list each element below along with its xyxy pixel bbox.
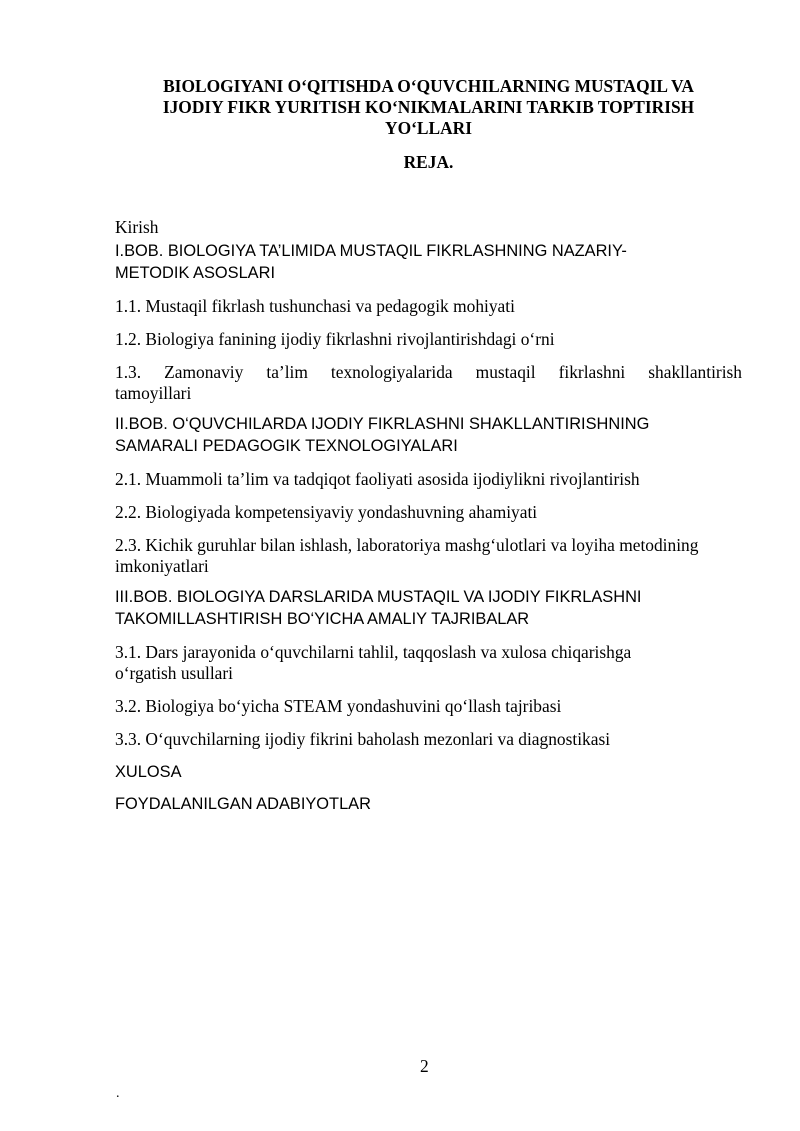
toc-chapter-2-title-line-1: II.BOB. O‘QUVCHILARDA IJODIY FIKRLASHNI SHAKLLANTIRISHNING (115, 415, 650, 433)
toc-section-1-3-line-2: tamoyillari (115, 383, 192, 403)
toc-section-2-2: 2.2. Biologiyada kompetensiyaviy yondashuvning ahamiyati (115, 502, 538, 522)
title-line-1: BIOLOGIYANI O‘QITISHDA O‘QUVCHILARNING MUSTAQIL VA (163, 76, 694, 96)
title-line-3: YO‘LLARI (385, 118, 472, 138)
toc-section-2-3-line-2: imkoniyatlari (115, 556, 209, 576)
footer-mark: . (116, 1086, 120, 1101)
toc-chapter-2-title-line-2: SAMARALI PEDAGOGIK TEXNOLOGIYALARI (115, 437, 458, 455)
toc-section-3-2: 3.2. Biologiya bo‘yicha STEAM yondashuvini qo‘llash tajribasi (115, 696, 562, 716)
toc-section-1-1: 1.1. Mustaqil fikrlash tushunchasi va pedagogik mohiyati (115, 296, 515, 316)
toc-section-1-3-line-1: 1.3. Zamonaviy ta’lim texnologiyalarida mustaqil fikrlashni shakllantirish (115, 362, 742, 382)
plan-heading: REJA. (403, 152, 454, 172)
document-title (115, 76, 742, 139)
toc-intro: Kirish (115, 217, 159, 237)
toc-chapter-3-title-line-1: III.BOB. BIOLOGIYA DARSLARIDA MUSTAQIL VA IJODIY FIKRLASHNI (115, 588, 642, 606)
toc-section-1-2: 1.2. Biologiya fanining ijodiy fikrlashni rivojlantirishdagi o‘rni (115, 329, 555, 349)
toc-conclusion: XULOSA (115, 763, 182, 781)
toc-section-3-3: 3.3. O‘quvchilarning ijodiy fikrini baholash mezonlari va diagnostikasi (115, 729, 611, 749)
toc-chapter-1-title-line-2: METODIK ASOSLARI (115, 264, 276, 282)
page-number: 2 (420, 1056, 429, 1076)
toc-section-2-3-line-1: 2.3. Kichik guruhlar bilan ishlash, laboratoriya mashg‘ulotlari va loyiha metodining (115, 535, 699, 555)
toc-chapter-1-title-line-1: I.BOB. BIOLOGIYA TA’LIMIDA MUSTAQIL FIKRLASHNING NAZARIY- (115, 242, 627, 260)
title-line-2: IJODIY FIKR YURITISH KO‘NIKMALARINI TARKIB TOPTIRISH (162, 97, 695, 117)
toc-section-3-1-line-2: o‘rgatish usullari (115, 663, 234, 683)
toc-references: FOYDALANILGAN ADABIYOTLAR (115, 795, 371, 813)
toc-chapter-3-title-line-2: TAKOMILLASHTIRISH BO‘YICHA AMALIY TAJRIBALAR (115, 610, 530, 628)
toc-section-2-1: 2.1. Muammoli ta’lim va tadqiqot faoliyati asosida ijodiylikni rivojlantirish (115, 469, 640, 489)
toc-section-3-1-line-1: 3.1. Dars jarayonida o‘quvchilarni tahlil, taqqoslash va xulosa chiqarishga (115, 642, 632, 662)
